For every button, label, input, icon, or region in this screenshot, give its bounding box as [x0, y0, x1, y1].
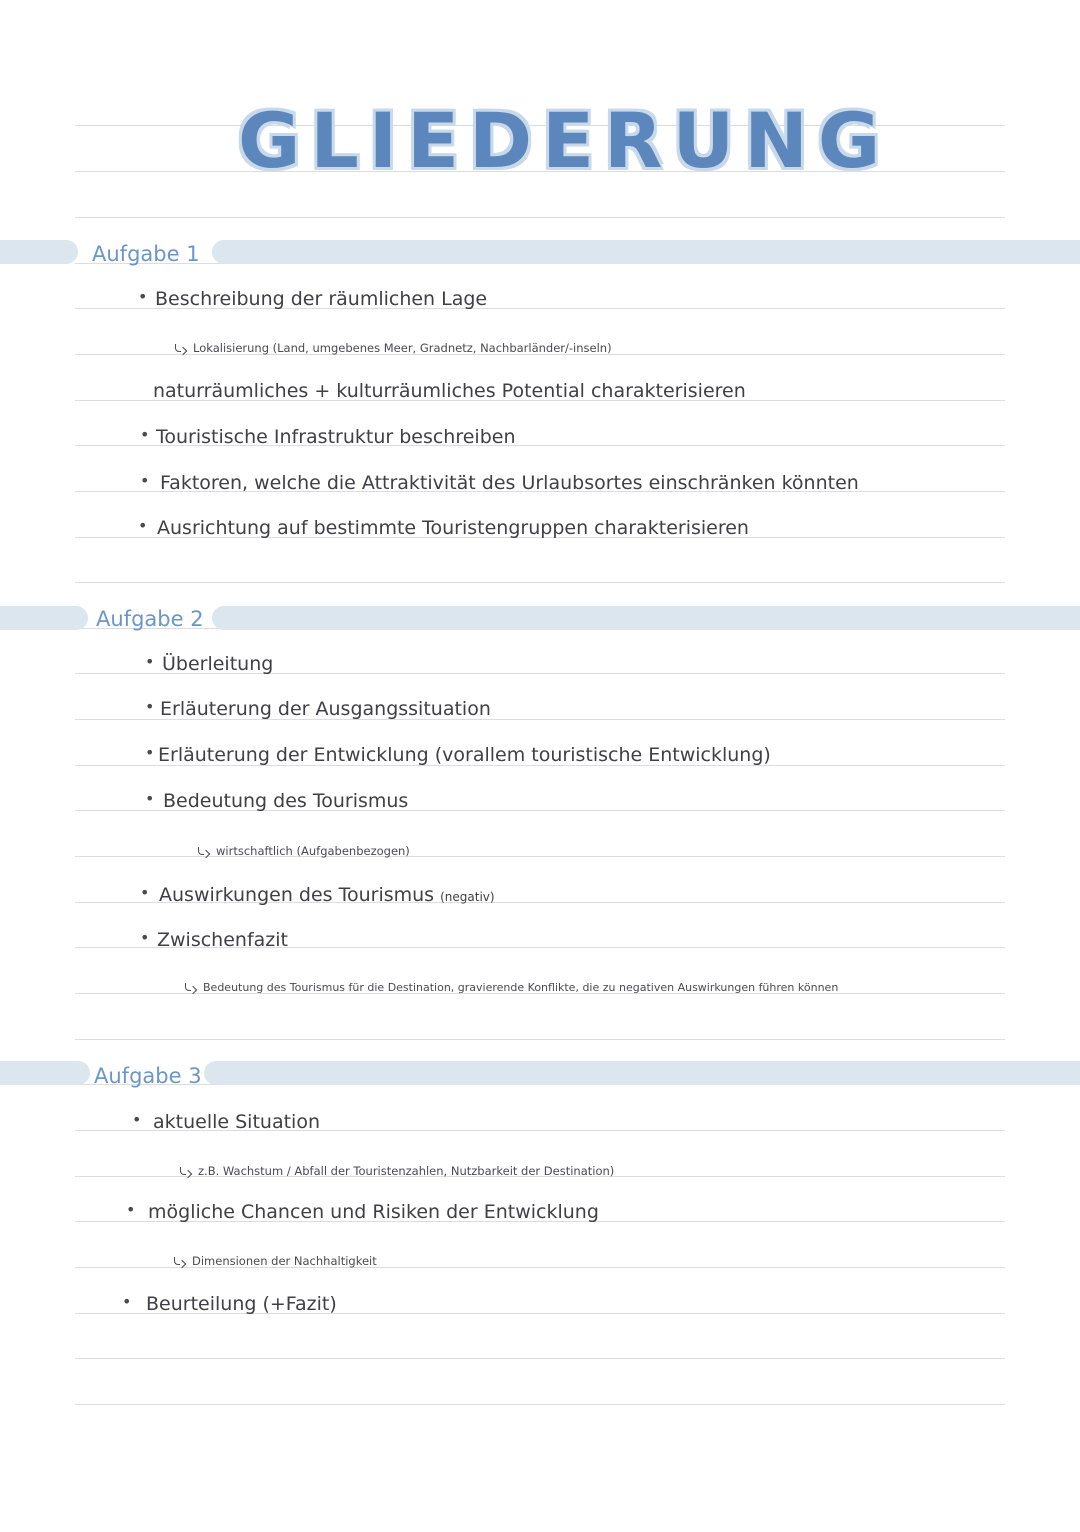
arrow-icon	[198, 847, 210, 857]
bullet-icon: •	[132, 1110, 142, 1129]
bullet-icon: •	[122, 1292, 132, 1311]
section-heading: Aufgabe 3	[94, 1064, 202, 1088]
list-item: Überleitung	[162, 653, 274, 675]
list-item: Touristische Infrastruktur beschreiben	[156, 426, 516, 448]
sub-note: Dimensionen der Nachhaltigkeit	[174, 1253, 377, 1269]
section-heading: Aufgabe 1	[92, 242, 200, 266]
section-band-left	[0, 240, 78, 264]
rule-line	[75, 1039, 1005, 1040]
list-item: Erläuterung der Entwicklung (vorallem touristische Entwicklung)	[158, 744, 771, 766]
bullet-icon: •	[145, 743, 155, 762]
bullet-icon: •	[140, 425, 150, 444]
bullet-icon: •	[145, 697, 155, 716]
rule-line	[75, 217, 1005, 218]
bullet-icon: •	[140, 471, 150, 490]
section-band-right	[212, 606, 1080, 630]
rule-line	[75, 1404, 1005, 1405]
bullet-icon: •	[145, 652, 155, 671]
section-band-right	[204, 1061, 1080, 1085]
list-item: mögliche Chancen und Risiken der Entwicklung	[148, 1201, 599, 1223]
arrow-icon	[180, 1167, 192, 1177]
bullet-icon: •	[138, 287, 148, 306]
list-item: aktuelle Situation	[153, 1111, 320, 1133]
sub-note: wirtschaftlich (Aufgabenbezogen)	[198, 843, 410, 859]
section-heading: Aufgabe 2	[96, 607, 204, 631]
sub-note: z.B. Wachstum / Abfall der Touristenzahlen, Nutzbarkeit der Destination)	[180, 1163, 614, 1179]
section-band-right	[212, 240, 1080, 264]
bullet-icon: •	[126, 1200, 136, 1219]
sub-note: Bedeutung des Tourismus für die Destination, gravierende Konflikte, die zu negativen Auswirkungen führen können	[185, 980, 838, 996]
list-item: naturräumliches + kulturräumliches Potential charakterisieren	[153, 380, 746, 402]
arrow-icon	[175, 344, 187, 354]
list-item: Ausrichtung auf bestimmte Touristengruppen charakterisieren	[157, 517, 749, 539]
section-band-left	[0, 606, 88, 630]
list-item: Bedeutung des Tourismus	[163, 790, 409, 812]
list-item: Beschreibung der räumlichen Lage	[155, 288, 488, 310]
bullet-icon: •	[145, 789, 155, 808]
rule-line	[75, 1358, 1005, 1359]
arrow-icon	[185, 983, 197, 993]
sub-note: Lokalisierung (Land, umgebenes Meer, Gradnetz, Nachbarländer/-inseln)	[175, 340, 612, 356]
rule-line	[75, 582, 1005, 583]
section-band-left	[0, 1061, 90, 1085]
arrow-icon	[174, 1257, 186, 1267]
bullet-icon: •	[140, 928, 150, 947]
page-title: GLIEDERUNG	[238, 96, 891, 185]
item-note: (negativ)	[440, 890, 495, 904]
list-item: Beurteilung (+Fazit)	[146, 1293, 337, 1315]
bullet-icon: •	[140, 883, 150, 902]
list-item: Zwischenfazit	[157, 929, 288, 951]
list-item: Erläuterung der Ausgangssituation	[160, 698, 491, 720]
bullet-icon: •	[138, 516, 148, 535]
list-item: Faktoren, welche die Attraktivität des Urlaubsortes einschränken könnten	[160, 472, 859, 494]
list-item: Auswirkungen des Tourismus (negativ)	[159, 884, 495, 906]
